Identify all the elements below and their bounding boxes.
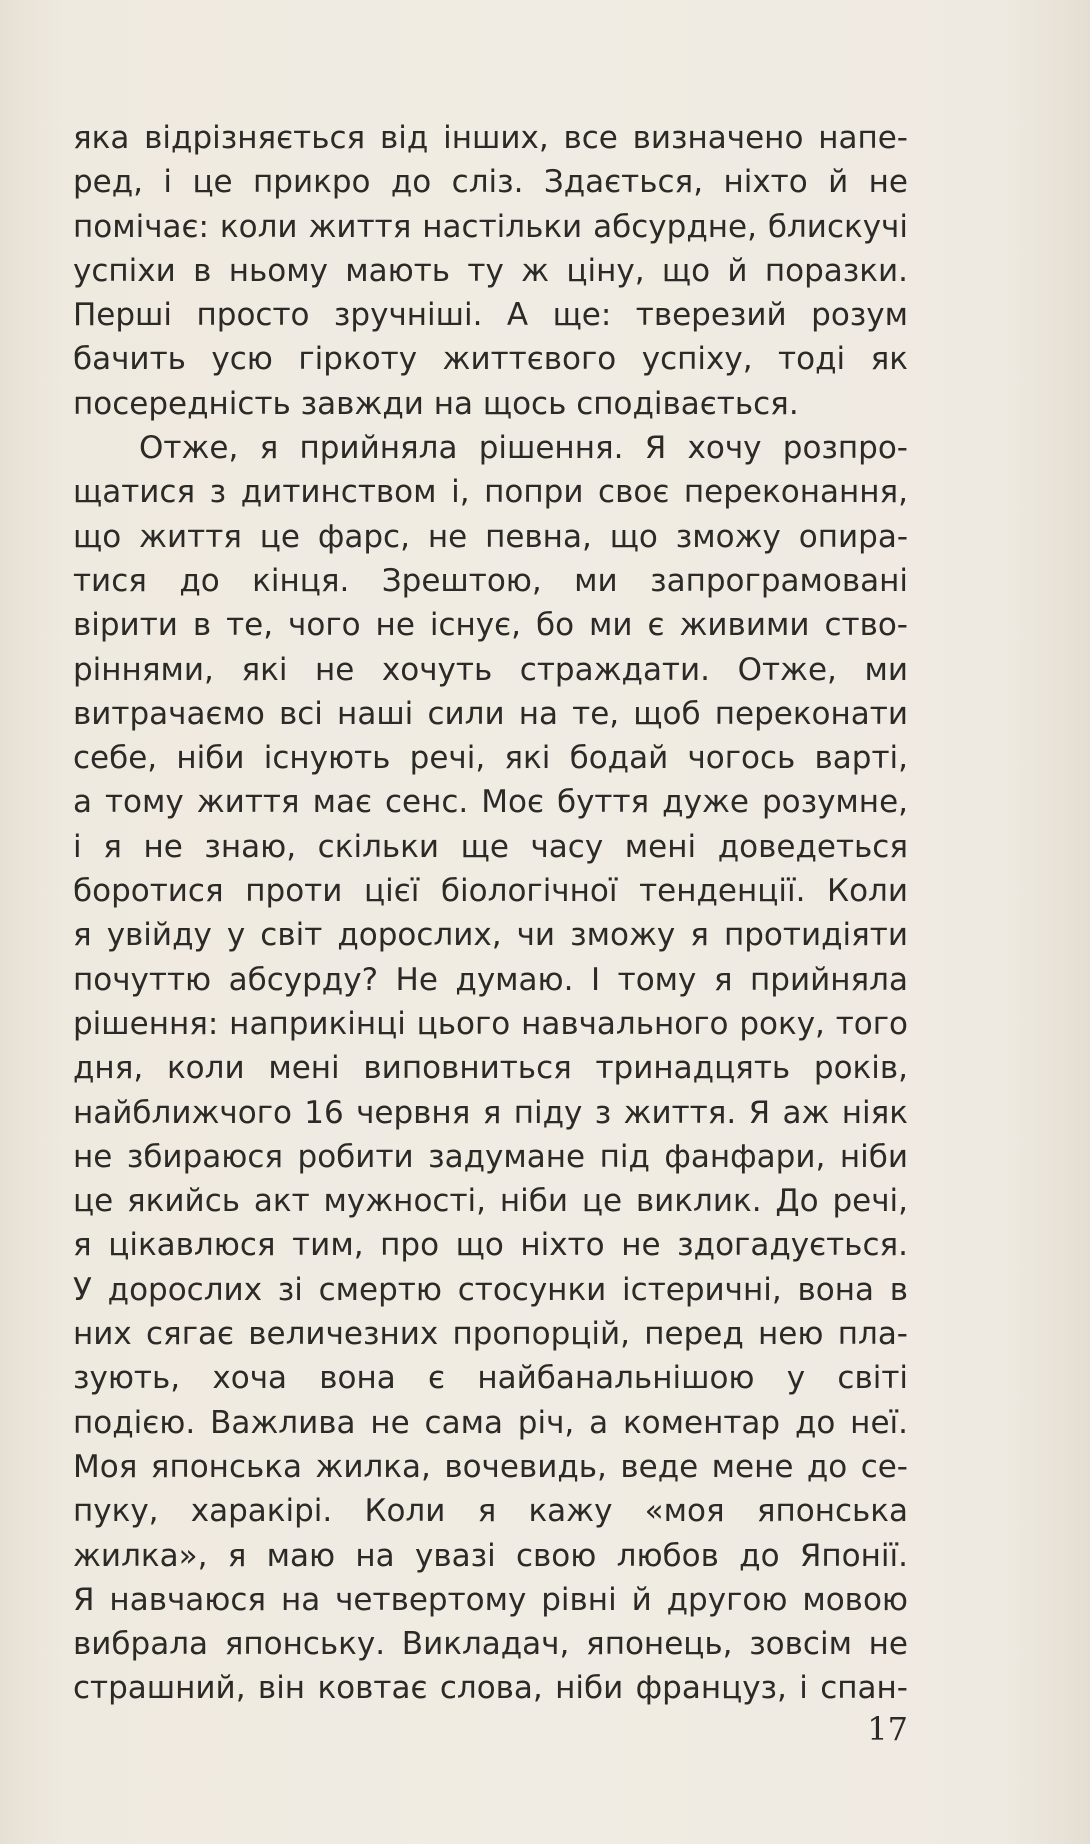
text-line: дня, коли мені виповниться тринадцять років,: [73, 1050, 908, 1087]
text-line: успіхи в ньому мають ту ж ціну, що й поразки.: [73, 252, 908, 289]
text-line: витрачаємо всі наші сили на те, щоб переконати: [73, 695, 908, 732]
text-line: Моя японська жилка, вочевидь, веде мене до се-: [73, 1448, 908, 1485]
text-line: вибрала японську. Викладач, японець, зовсім не: [73, 1626, 908, 1663]
text-line: а тому життя має сенс. Моє буття дуже розумне,: [73, 784, 908, 821]
text-line: зують, хоча вона є найбанальнішою у світі: [73, 1360, 908, 1397]
text-line: найближчого 16 червня я піду з життя. Я аж ніяк: [73, 1094, 908, 1131]
text-line: рішення: наприкінці цього навчального року, того: [73, 1005, 908, 1042]
text-line: жилка», я маю на увазі свою любов до Японії.: [73, 1537, 908, 1574]
text-line: Перші просто зручніші. А ще: тверезий розум: [73, 297, 908, 334]
page-number: 17: [867, 1710, 908, 1748]
text-line: я цікавлюся тим, про що ніхто не здогадується.: [73, 1227, 908, 1264]
text-line: почуттю абсурду? Не думаю. І тому я прийняла: [73, 961, 908, 998]
text-line: тися до кінця. Зрештою, ми запрограмовані: [73, 562, 908, 599]
text-line: боротися проти цієї біологічної тенденції. Коли: [73, 873, 908, 910]
text-line: і я не знаю, скільки ще часу мені доведеться: [73, 828, 908, 865]
text-line: У дорослих зі смертю стосунки істеричні, вона в: [73, 1271, 908, 1308]
text-line: бачить усю гіркоту життєвого успіху, тоді як: [73, 341, 908, 378]
text-line: страшний, він ковтає слова, ніби француз, і спан-: [73, 1670, 908, 1707]
text-line: пуку, харакірі. Коли я кажу «моя японська: [73, 1493, 908, 1530]
text-line: я увійду у світ дорослих, чи зможу я протидіяти: [73, 917, 908, 954]
paragraph: [73, 426, 908, 1711]
text-line: себе, ніби існують речі, які бодай чогось варті,: [73, 740, 908, 777]
text-line: яка відрізняється від інших, все визначено напе-: [73, 120, 908, 156]
body-text: [73, 116, 908, 1711]
text-line: Отже, я прийняла рішення. Я хочу розпро-: [139, 430, 908, 467]
text-line: вірити в те, чого не існує, бо ми є живими ство-: [73, 607, 908, 644]
text-line: Я навчаюся на четвертому рівні й другою мовою: [73, 1581, 908, 1618]
text-line: що життя це фарс, не певна, що зможу опира-: [73, 518, 908, 555]
text-line: щатися з дитинством і, попри своє переконання,: [73, 474, 908, 511]
text-line: ред, і це прикро до сліз. Здається, ніхто й не: [73, 164, 908, 201]
text-line: них сягає величезних пропорцій, перед нею пла-: [73, 1316, 908, 1353]
paragraph: [73, 116, 908, 426]
text-line: подією. Важлива не сама річ, а коментар до неї.: [73, 1404, 908, 1441]
text-line: посередність завжди на щось сподівається.: [73, 385, 799, 422]
text-line: не збираюся робити задумане під фанфари, ніби: [73, 1138, 908, 1175]
text-line: це якийсь акт мужності, ніби це виклик. До речі,: [73, 1183, 908, 1220]
text-line: ріннями, які не хочуть страждати. Отже, ми: [73, 651, 908, 688]
text-line: помічає: коли життя настільки абсурдне, блискучі: [73, 208, 908, 245]
